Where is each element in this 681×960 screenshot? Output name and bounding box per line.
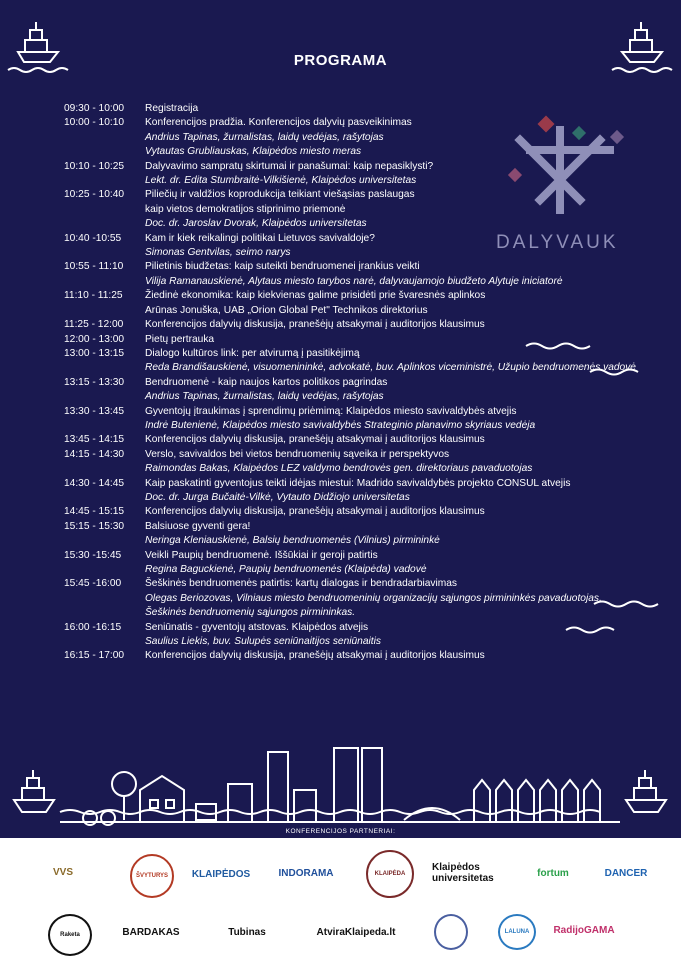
schedule-speaker <box>64 390 624 404</box>
speaker-name: Neringa Kleniauskienė, Balsių bendruomenės (Vilnius) pirmininkė <box>145 535 440 547</box>
session-title: Konferencijos dalyvių diskusija, pranešėjų atsakymai į auditorijos klausimus <box>145 506 485 518</box>
schedule-time: 10:40 -10:55 <box>64 232 122 244</box>
speaker-name: Lekt. dr. Edita Stumbraitė-Vilkišienė, Klaipėdos universitetas <box>145 175 417 187</box>
schedule-time <box>64 606 145 620</box>
session-title: Registracija <box>145 103 199 114</box>
speaker-name: Andrius Tapinas, žurnalistas, laidų vedėjas, rašytojas <box>145 131 384 143</box>
ku-logo: Klaipėdos universitetas <box>432 862 494 884</box>
schedule-row <box>64 116 624 130</box>
schedule-time: 11:25 - 12:00 <box>64 319 124 331</box>
schedule-speaker <box>64 131 624 145</box>
schedule-time: 15:15 - 15:30 <box>64 520 125 532</box>
schedule-time: 12:00 - 13:00 <box>64 333 125 345</box>
schedule-row <box>64 376 624 390</box>
schedule-row <box>64 318 624 332</box>
session-title: Pilietinis biudžetas: kaip suteikti bendruomenei įrankius veikti <box>145 261 420 273</box>
gubernija-logo: ŠVYTURYS <box>130 854 174 898</box>
speaker-name: Vytautas Grubliauskas, Klaipėdos miesto meras <box>145 146 362 158</box>
schedule-time: 15:45 -16:00 <box>64 578 122 590</box>
schedule-row <box>64 203 624 217</box>
fortum-logo: fortum <box>537 867 569 879</box>
atviraklaipeda-logo: AtviraKlaipeda.lt <box>316 926 396 938</box>
session-title: Balsiuose gyventi gera! <box>145 520 251 532</box>
speaker-name: Vilija Ramanauskienė, Alytaus miesto tarybos narė, dalyvaujamojo biudžeto Alytuje iniciatorė <box>145 275 563 287</box>
schedule-time <box>64 145 145 159</box>
schedule-list <box>64 102 636 664</box>
tubinas-logo: Tubinas <box>228 926 266 938</box>
schedule-speaker <box>64 275 624 289</box>
klaipedos-uostas-logo: KLAIPĖDOS <box>191 868 251 880</box>
schedule-time <box>64 592 145 606</box>
brand-label: DALYVAUK <box>496 232 619 253</box>
dancer-logo: DANCER <box>604 867 648 879</box>
speaker-name: Regina Baguckienė, Paupių bendruomenės (Klaipėda) vadovė <box>145 564 427 575</box>
schedule-time <box>64 390 145 404</box>
session-title: Gyventojų įtraukimas į sprendimų priėmimą: Klaipėdos miesto savivaldybės atvejis <box>145 405 517 417</box>
session-title: Šeškinės bendruomenės patirtis: kartų dialogas ir bendradarbiavimas <box>145 578 458 590</box>
schedule-time <box>64 304 145 318</box>
session-title: Seniūnatis - gyventojų atstovas. Klaipėdos atvejis <box>145 621 369 633</box>
partners-panel <box>0 838 681 960</box>
session-title: Konferencijos pradžia. Konferencijos dalyvių pasveikinimas <box>145 117 412 129</box>
schedule-time: 13:30 - 13:45 <box>64 405 125 417</box>
schedule-speaker <box>64 635 624 649</box>
circle-logo <box>434 914 468 950</box>
schedule-time <box>64 462 145 476</box>
session-title: Bendruomenė - kaip naujos kartos politikos pagrindas <box>145 376 388 388</box>
schedule-speaker <box>64 563 624 577</box>
schedule-time <box>64 361 145 375</box>
session-title: Piliečių ir valdžios koprodukcija teikiant viešąsias paslaugas <box>145 189 415 201</box>
session-title: Žiedinė ekonomika: kaip kiekvienas galime prisidėti prie švaresnės aplinkos <box>145 290 486 302</box>
session-title: Arūnas Jonuška, UAB „Orion Global Pet" Technikos direktorius <box>145 304 428 316</box>
schedule-time: 10:55 - 11:10 <box>64 261 124 273</box>
session-title: Konferencijos dalyvių diskusija, pranešėjų atsakymai į auditorijos klausimus <box>145 650 485 662</box>
schedule-row <box>64 333 624 347</box>
schedule-time: 11:10 - 11:25 <box>64 290 123 302</box>
schedule-row <box>64 577 624 591</box>
schedule-row <box>64 477 624 491</box>
schedule-time: 13:00 - 13:15 <box>64 347 125 359</box>
schedule-time: 16:00 -16:15 <box>64 621 122 633</box>
schedule-row <box>64 260 624 274</box>
session-title: Dialogo kultūros link: per atvirumą į pasitikėjimą <box>145 347 360 359</box>
schedule-time <box>64 635 145 649</box>
schedule-time: 16:15 - 17:00 <box>64 650 125 662</box>
rakete-logo: Raketa <box>48 914 92 956</box>
schedule-time: 09:30 - 10:00 <box>64 103 125 114</box>
laluna-logo: LALUNA <box>498 914 536 950</box>
schedule-time <box>64 246 145 260</box>
schedule-speaker <box>64 592 624 606</box>
schedule-row <box>64 448 624 462</box>
speaker-name: Reda Brandišauskienė, visuomenininkė, advokatė, buv. Aplinkos viceministrė, Užupio bendruomenės vadovė <box>145 362 636 374</box>
schedule-row <box>64 160 624 174</box>
schedule-time: 15:30 -15:45 <box>64 549 122 561</box>
schedule-time: 14:30 - 14:45 <box>64 477 125 489</box>
gama-logo: RadijoGAMA <box>553 924 615 936</box>
schedule-speaker <box>64 145 624 159</box>
schedule-row <box>64 505 624 519</box>
schedule-speaker <box>64 419 624 433</box>
schedule-time: 14:15 - 14:30 <box>64 448 125 460</box>
schedule-time <box>64 203 145 217</box>
schedule-speaker <box>64 606 624 620</box>
schedule-time <box>64 131 145 145</box>
schedule-speaker <box>64 174 624 188</box>
schedule-time <box>64 174 145 188</box>
schedule-time <box>64 419 145 433</box>
schedule-time: 13:15 - 13:30 <box>64 376 125 388</box>
session-title: Kam ir kiek reikalingi politikai Lietuvos savivaldoje? <box>145 232 375 244</box>
schedule-row <box>64 520 624 534</box>
klaipeda-city-logo: KLAIPĖDA <box>366 850 414 898</box>
speaker-name: Doc. dr. Jurga Bučaitė-Vilkė, Vytauto Didžiojo universitetas <box>145 491 410 503</box>
bardakas-logo: BARDAKAS <box>122 926 180 938</box>
schedule-row <box>64 433 624 447</box>
vvs-logo: VVS <box>52 866 73 878</box>
schedule-row <box>64 347 624 361</box>
schedule-time <box>64 491 145 505</box>
schedule-time <box>64 217 145 231</box>
schedule-time <box>64 534 145 548</box>
schedule-speaker <box>64 534 624 548</box>
session-title: Verslo, savivaldos bei vietos bendruomenių sąveika ir perspektyvos <box>145 448 450 460</box>
schedule-speaker <box>64 491 624 505</box>
schedule-row <box>64 188 624 202</box>
schedule-row <box>64 405 624 419</box>
schedule-time: 14:45 - 15:15 <box>64 506 125 518</box>
schedule-speaker <box>64 462 624 476</box>
speaker-name: Doc. dr. Jaroslav Dvorak, Klaipėdos universitetas <box>145 218 367 230</box>
schedule-time <box>64 563 145 577</box>
schedule-time: 10:25 - 10:40 <box>64 189 125 201</box>
schedule-row <box>64 649 624 663</box>
speaker-name: Indrė Butenienė, Klaipėdos miesto savivaldybės Strateginio planavimo skyriaus vedėja <box>145 419 536 431</box>
schedule-speaker <box>64 361 636 375</box>
speaker-name: Simonas Gentvilas, seimo narys <box>145 247 291 259</box>
schedule-time: 13:45 - 14:15 <box>64 434 125 446</box>
speaker-name: Raimondas Bakas, Klaipėdos LEZ valdymo bendrovės gen. direktoriaus pavaduotojas <box>145 463 533 475</box>
session-title: Kaip paskatinti gyventojus teikti idėjas miestui: Madrido savivaldybės projekto CONSUL atvejis <box>145 477 571 489</box>
schedule-row <box>64 232 624 246</box>
indorama-logo: INDORAMA <box>278 867 334 879</box>
city-skyline <box>14 748 666 825</box>
schedule-row <box>64 549 624 563</box>
speaker-name: Olegas Beriozovas, Vilniaus miesto bendruomeninių organizacijų sąjungos pirmininkės pavaduotojas, <box>145 592 602 604</box>
schedule-row <box>64 304 624 318</box>
schedule-row <box>64 102 624 116</box>
schedule-time: 10:10 - 10:25 <box>64 160 125 172</box>
speaker-name: Šeškinės bendruomenių sąjungos pirmininkas. <box>145 607 356 619</box>
schedule-row <box>64 621 624 635</box>
schedule-time <box>64 275 145 289</box>
partners-label: KONFERENCIJOS PARTNERIAI: <box>285 828 396 835</box>
session-title: Konferencijos dalyvių diskusija, pranešėjų atsakymai į auditorijos klausimus <box>145 434 485 446</box>
session-title: Dalyvavimo sampratų skirtumai ir panašumai: kaip nepasiklysti? <box>145 160 434 172</box>
session-title: Konferencijos dalyvių diskusija, pranešėjų atsakymai į auditorijos klausimus <box>145 319 485 331</box>
schedule-row <box>64 289 624 303</box>
session-title: kaip vietos demokratijos stiprinimo priemonė <box>145 203 346 215</box>
schedule-speaker <box>64 246 624 260</box>
schedule-time: 10:00 - 10:10 <box>64 117 125 129</box>
page-title: PROGRAMA <box>293 52 388 69</box>
speaker-name: Andrius Tapinas, žurnalistas, laidų vedėjas, rašytojas <box>145 391 384 403</box>
schedule-speaker <box>64 217 624 231</box>
session-title: Veikli Paupių bendruomenė. Iššūkiai ir geroji patirtis <box>145 549 378 561</box>
session-title: Pietų pertrauka <box>145 333 215 345</box>
speaker-name: Saulius Liekis, buv. Sulupės seniūnaitijos seniūnaitis <box>145 636 381 648</box>
